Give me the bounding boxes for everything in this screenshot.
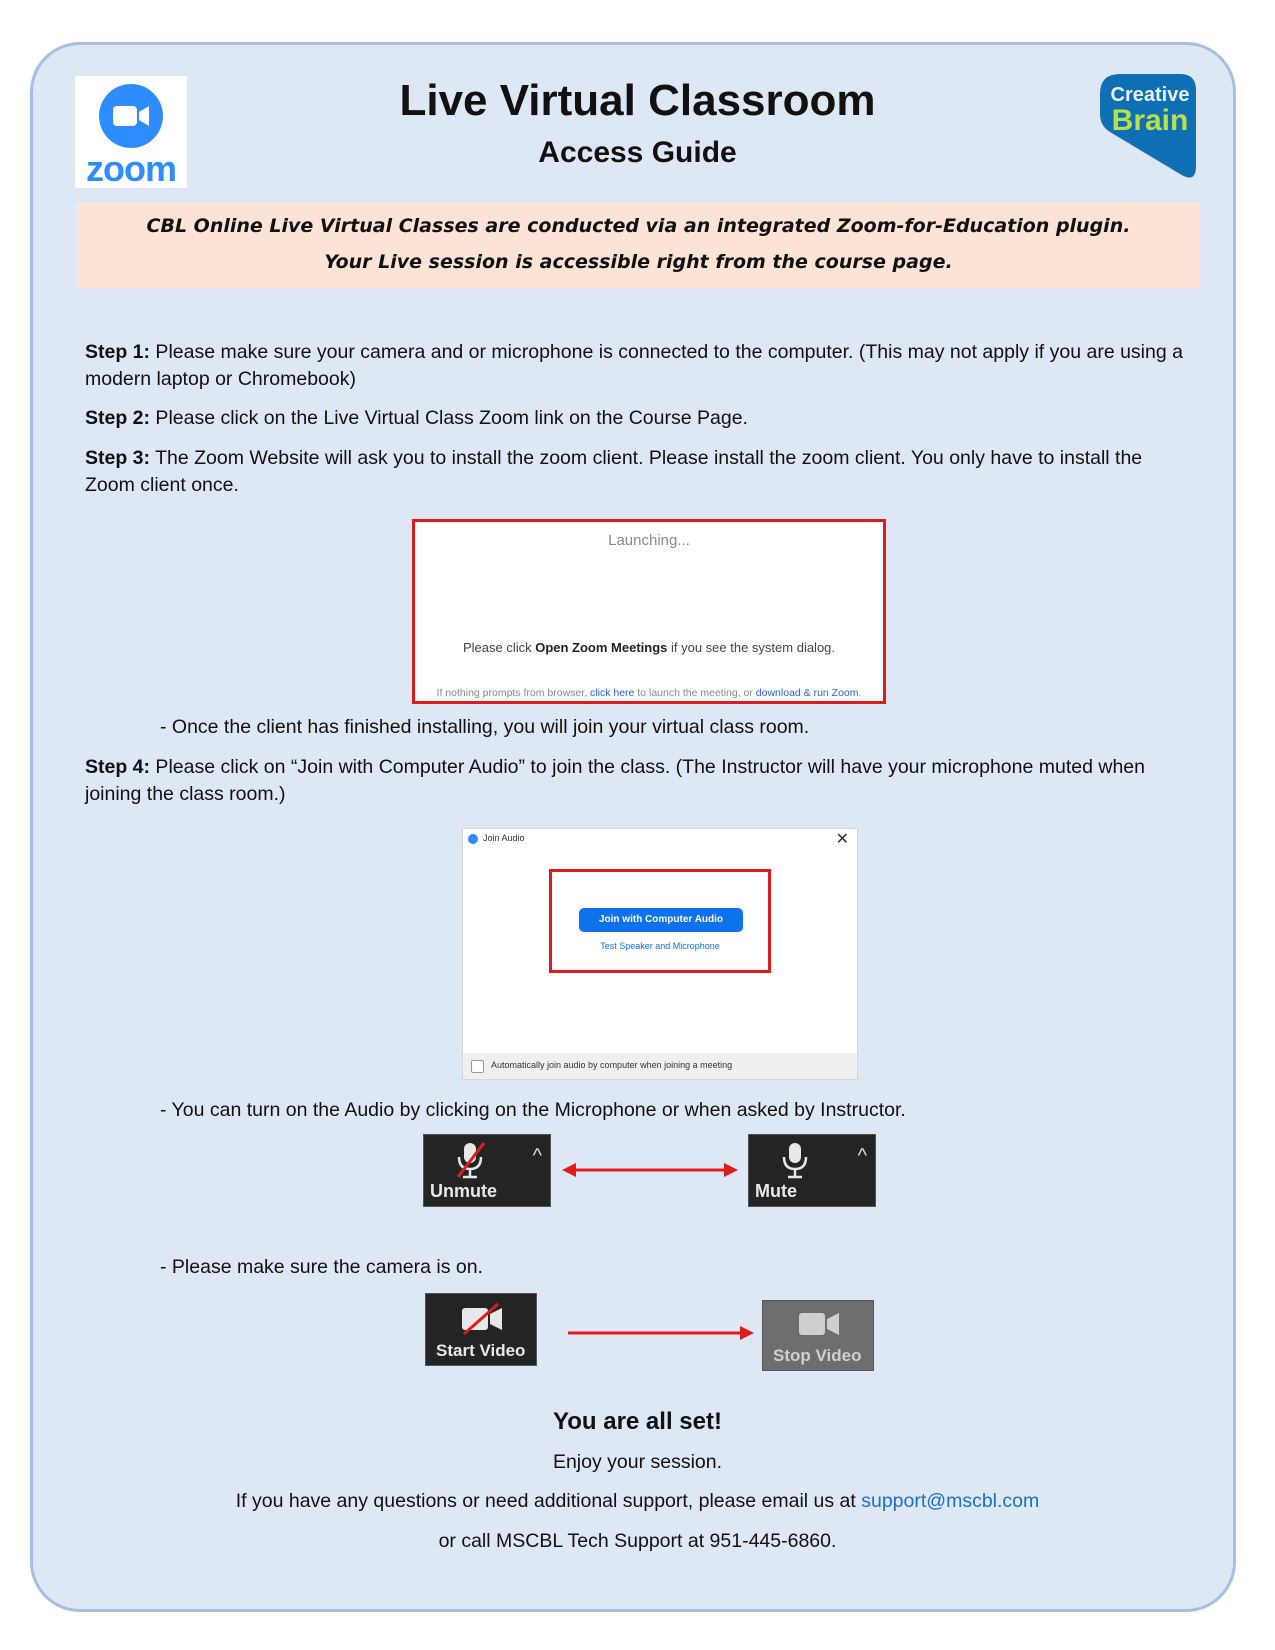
- launch-message: Please click Open Zoom Meetings if you see the system dialog.: [462, 640, 836, 655]
- step-2-label: Step 2:: [85, 407, 151, 429]
- auto-join-label: Automatically join audio by computer when joining a meeting: [491, 1060, 733, 1070]
- creative-text: Creative: [1110, 84, 1190, 106]
- launch-footer: If nothing prompts from browser, click here to launch the meeting, or download & run Zoom.: [436, 687, 862, 699]
- start-video-label: Start Video: [436, 1341, 526, 1360]
- join-with-computer-audio-button[interactable]: Join with Computer Audio: [579, 908, 743, 932]
- video-icon: [797, 1307, 841, 1341]
- right-arrow: [566, 1323, 756, 1343]
- test-speaker-link[interactable]: Test Speaker and Microphone: [600, 941, 720, 951]
- click-here-link[interactable]: click here: [590, 687, 635, 699]
- step-1-label: Step 1:: [85, 341, 151, 363]
- auto-join-checkbox[interactable]: [471, 1060, 484, 1073]
- step-3-label: Step 3:: [85, 447, 151, 469]
- info-banner: [77, 202, 1200, 288]
- step-2-text: Please click on the Live Virtual Class Zoom link on the Course Page.: [150, 407, 748, 429]
- muted-microphone-icon: [450, 1139, 490, 1181]
- join-audio-title: Join Audio: [483, 833, 525, 843]
- step-3-text: The Zoom Website will ask you to install the zoom client. Please install the zoom client. You only have to install the Zoom client once.: [85, 447, 1143, 496]
- launch-dialog-screenshot: [412, 519, 886, 704]
- call-text: or call MSCBL Tech Support at 951-445-6860.: [438, 1530, 837, 1552]
- step-4-label: Step 4:: [85, 756, 151, 778]
- mute-label: Mute: [755, 1181, 797, 1201]
- step-4-text: Please click on “Join with Computer Audio” to join the class. (The Instructor will have your microphone muted when joining the class room.): [85, 756, 1145, 805]
- zoom-small-icon: [468, 834, 478, 844]
- mute-button[interactable]: [748, 1134, 876, 1207]
- all-set-heading: You are all set!: [553, 1408, 722, 1435]
- step-2: [85, 405, 1195, 432]
- video-off-icon: [460, 1302, 504, 1336]
- step-3-note: - Once the client has finished installing, you will join your virtual class room.: [160, 716, 810, 738]
- open-zoom-meetings-text: Open Zoom Meetings: [535, 640, 668, 655]
- support-email-link[interactable]: support@mscbl.com: [861, 1490, 1040, 1512]
- download-run-zoom-link[interactable]: download & run Zoom: [755, 687, 859, 699]
- unmute-label: Unmute: [430, 1181, 497, 1201]
- stop-video-button[interactable]: [762, 1300, 874, 1371]
- step-1-text: Please make sure your camera and or microphone is connected to the computer. (This may not apply if you are using a modern laptop or Chromebook): [85, 341, 1183, 390]
- mute-caret-icon[interactable]: ^: [857, 1145, 867, 1167]
- unmute-button[interactable]: [423, 1134, 551, 1207]
- start-video-button[interactable]: [425, 1293, 537, 1366]
- step-3: [85, 445, 1195, 499]
- step-4: [85, 754, 1195, 808]
- page-title: Live Virtual Classroom: [399, 76, 876, 125]
- unmute-caret-icon[interactable]: ^: [532, 1145, 542, 1167]
- step-1: [85, 339, 1195, 393]
- join-audio-dialog-screenshot: [462, 828, 858, 1080]
- close-icon[interactable]: ✕: [835, 831, 849, 848]
- support-text: [0, 1490, 1275, 1513]
- zoom-logo-text: zoom: [86, 148, 176, 189]
- launching-heading: Launching...: [608, 532, 690, 549]
- microphone-icon: [775, 1139, 815, 1181]
- brain-text: Brain: [1111, 104, 1189, 137]
- camera-note: - Please make sure the camera is on.: [160, 1256, 483, 1278]
- double-arrow: [560, 1160, 740, 1180]
- step-4-note: - You can turn on the Audio by clicking on the Microphone or when asked by Instructor.: [160, 1099, 906, 1121]
- banner-line-2: Your Live session is accessible right from the course page.: [324, 251, 953, 273]
- support-prefix: If you have any questions or need additional support, please email us at: [235, 1490, 862, 1512]
- enjoy-text: Enjoy your session.: [552, 1451, 723, 1473]
- auto-join-bar: [463, 1053, 857, 1079]
- banner-line-1: CBL Online Live Virtual Classes are conducted via an integrated Zoom-for-Education plugin.: [146, 215, 1131, 237]
- page-subtitle: Access Guide: [538, 136, 737, 169]
- stop-video-label: Stop Video: [773, 1346, 862, 1365]
